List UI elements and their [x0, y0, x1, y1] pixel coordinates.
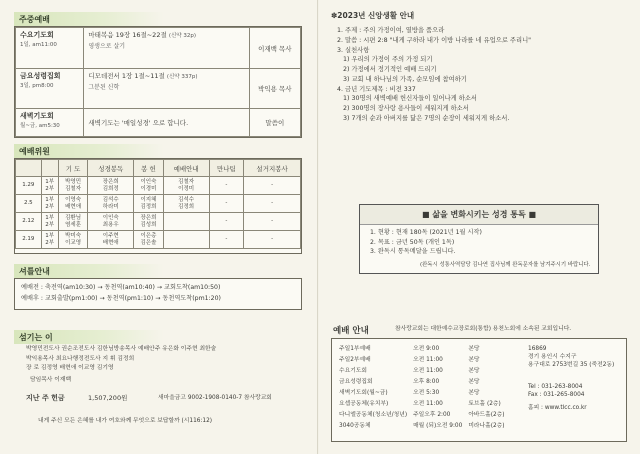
- worship-time: 1일, am11:00: [20, 42, 57, 48]
- service-info-title: 예배 안내: [333, 326, 369, 336]
- worship-time: 3일, pm8:00: [20, 83, 54, 90]
- right-page: [319, 0, 640, 454]
- members-line-2: 박익용목사 최요나행정전도사 지 휘 김정희: [26, 356, 135, 362]
- duty-cell-manna: -: [209, 231, 244, 249]
- shuttle-section-title: 셔틀안내: [14, 264, 164, 278]
- duty-cell-offer: 이인숙 이경미: [134, 177, 164, 195]
- worship-name: 금요성령집회: [20, 72, 61, 81]
- offering-label: 지난 주 헌금: [26, 394, 65, 402]
- worship-topic: 그분된 신학: [88, 84, 120, 92]
- duty-cell-pray: 박미숙 이교영: [58, 231, 88, 249]
- service-row: [336, 375, 508, 386]
- reading-box: [359, 204, 599, 274]
- reading-item: 1. 현황 : 현재 180독 (2021년 1월 시작): [370, 229, 482, 236]
- service-time: 오전 11:00: [413, 401, 443, 407]
- plan-item: 2) 가정에서 정기적인 예배 드리기: [337, 66, 437, 73]
- worship-preacher: 말씀이: [249, 108, 300, 136]
- worship-row: [16, 28, 301, 69]
- duty-cell-offer: 장은희 김성희: [134, 213, 164, 231]
- address-line-2: 용구대로 2753번길 35 (죽전2동): [528, 362, 615, 369]
- worship-row: [16, 108, 301, 136]
- duty-cell-date: 2.5: [16, 195, 42, 213]
- service-place: 본당: [468, 346, 480, 352]
- plan-item: 4. 금년 기도제목 : 비전 337: [337, 85, 416, 93]
- left-page: [0, 0, 318, 454]
- service-name: 요셉공동체(유치부): [339, 401, 389, 407]
- service-name: 주일1부예배: [339, 346, 371, 352]
- duty-cell-guide: 김석수 김정희: [163, 195, 209, 213]
- service-row: [336, 364, 508, 375]
- reading-list: [360, 225, 598, 260]
- plan-item: 3. 실천사항: [337, 46, 370, 54]
- service-row: [336, 342, 508, 353]
- service-time: 매월 (되)오전 9:00: [413, 423, 463, 429]
- worship-row: [16, 69, 301, 108]
- service-place: 본당: [468, 390, 480, 396]
- service-time: 오후 8:00: [413, 379, 440, 385]
- service-row: [336, 353, 508, 364]
- service-time: 오전 11:00: [413, 357, 443, 363]
- duty-cell-read: 이인숙 최용우: [88, 213, 134, 231]
- duty-cell-wash: -: [244, 195, 301, 213]
- shuttle-box: [14, 278, 302, 310]
- members-line-3: 장 로 김정영 배현애 이교영 김기영: [26, 365, 114, 371]
- plan-item: 1. 주제 : 주의 가정이여, 열방을 품으라: [337, 27, 445, 34]
- reading-note: (완독시 성통사역담당 김나연 집사님께 완독문자를 남겨주시기 바랍니다.: [420, 261, 591, 268]
- worship-section-title: 주중예배: [14, 12, 164, 26]
- members-section-title: 섬기는 이: [14, 330, 164, 344]
- duty-body: [16, 177, 301, 249]
- duty-cell-date: 2.12: [16, 213, 42, 231]
- duty-cell-manna: -: [209, 195, 244, 213]
- duty-cell-svc: 1부 2부: [41, 231, 58, 249]
- worship-sermon: 디모데전서 1장 1절~11절: [88, 72, 165, 81]
- plan-title: ✽2023년 신앙생활 안내: [331, 11, 415, 20]
- duty-cell-svc: 1부 2부: [41, 177, 58, 195]
- service-row: [336, 419, 508, 430]
- duty-row: [16, 231, 301, 249]
- service-name: 다니엘공동체(청소년/청년): [339, 412, 408, 418]
- duty-cell-read: 장은희 김희정: [88, 177, 134, 195]
- duty-cell-pray: 김환님 염세훈: [58, 213, 88, 231]
- plan-item: 3) 교회 내 하나님의 가족, 순모임에 참여하기: [337, 75, 467, 83]
- duty-header: 성경봉독: [88, 160, 134, 177]
- duty-row: [16, 177, 301, 195]
- duty-header: 설거지봉사: [244, 160, 301, 177]
- worship-preacher: 박익용 목사: [249, 69, 300, 108]
- service-place: 본당: [468, 379, 480, 385]
- service-name: 3040공동체: [339, 423, 371, 429]
- service-row: [336, 386, 508, 397]
- reading-title: ■ 삶을 변화시키는 성경 통독 ■: [360, 205, 598, 225]
- plan-item: 2) 300명의 장사랑 용사들이 세워지게 하소서: [337, 105, 469, 112]
- duty-cell-date: 2.19: [16, 231, 42, 249]
- worship-sermon: 새벽기도는 '매일성경' 으로 합니다.: [88, 118, 189, 127]
- duty-cell-offer: 이은총 김은솔: [134, 231, 164, 249]
- duty-cell-guide: [163, 231, 209, 249]
- plan-list: [337, 26, 531, 124]
- worship-page: (신약 337p): [166, 74, 198, 81]
- service-name: 새벽기도회(월~금): [339, 390, 388, 396]
- duty-cell-date: 1.29: [16, 177, 42, 195]
- members-line-1: 박영민전도사 권순조전도사 김한님방송목사 예배안주 유은화 이주현 최한술: [26, 346, 217, 352]
- duty-table: [15, 159, 301, 249]
- service-place: 아바드홀(2층): [468, 412, 505, 418]
- service-time: 주일오후 2:00: [413, 412, 451, 418]
- worship-name: 새벽기도회: [20, 111, 54, 120]
- worship-name: 수요기도회: [20, 31, 54, 39]
- duty-cell-wash: -: [244, 231, 301, 249]
- service-row: [336, 397, 508, 408]
- worship-sermon: 마태복음 19장 16절~22절: [88, 31, 167, 39]
- plan-item: 1) 우리의 가정이 주의 가정 되기: [337, 56, 433, 64]
- service-row: [336, 408, 508, 419]
- reading-item: 3. 완독시 통독메달을 드립니다.: [370, 248, 456, 256]
- duty-cell-read: 이주현 배현애: [88, 231, 134, 249]
- duty-cell-manna: -: [209, 213, 244, 231]
- service-info-subtitle: 참사랑교회는 대한예수교장로회(통합) 용천노회에 소속된 교회입니다.: [395, 326, 572, 332]
- bible-verse: 내게 주신 모든 은혜를 내가 여호와께 무엇으로 보답할까 (시116:12): [38, 418, 213, 424]
- duty-cell-wash: -: [244, 177, 301, 195]
- worship-table: [15, 27, 301, 137]
- duty-header: 봉 헌: [134, 160, 164, 177]
- address-line-1: 경기 용인시 수지구: [528, 354, 577, 361]
- website-link[interactable]: 홈피 : www.tlcc.co.kr: [528, 404, 587, 411]
- service-name: 수요기도회: [339, 368, 367, 374]
- offering-amount: 1,507,200원: [88, 394, 128, 402]
- duty-cell-read: 김석수 하라미: [88, 195, 134, 213]
- duty-cell-pray: 이영숙 배현애: [58, 195, 88, 213]
- worship-preacher: 이재백 목사: [249, 28, 300, 69]
- worship-topic: 영생으로 살기: [88, 43, 126, 50]
- plan-item: 2. 말씀 : 시편 2:8 "내게 구하라 내가 이방 나라를 네 유업으로 주리니": [337, 36, 532, 44]
- fax-number: Fax : 031-265-8004: [528, 392, 585, 399]
- duty-row: [16, 213, 301, 231]
- shuttle-after: 예배후 : 교회출발(pm1:00) → 동천역(pm1:10) → 동천역도착(pm1:20): [21, 294, 221, 302]
- service-time: 오전 5:30: [413, 390, 440, 396]
- duty-cell-guide: [163, 213, 209, 231]
- worship-box: [14, 26, 302, 138]
- plan-item: 3) 7개의 순과 아버지를 닮은 7명의 순장이 세워지게 하소서.: [337, 114, 510, 122]
- duty-cell-pray: 박영민 김철자: [58, 177, 88, 195]
- bank-account: 새마을금고 9002-1908-0140-7 참사랑교회: [158, 395, 272, 401]
- duty-cell-wash: -: [244, 213, 301, 231]
- duty-box: [14, 158, 302, 254]
- service-time: 오전 9:00: [413, 346, 440, 352]
- senior-pastor: 담임목사 이재백: [30, 377, 72, 383]
- service-place: 본당: [468, 357, 480, 363]
- duty-cell-offer: 이지혜 김정희: [134, 195, 164, 213]
- service-time: 오전 11:00: [413, 368, 443, 374]
- service-place: 미라나홀(2층): [468, 423, 505, 429]
- duty-cell-manna: -: [209, 177, 244, 195]
- worship-page: (신약 32p): [168, 33, 196, 39]
- duty-cell-guide: 김철자 이정미: [163, 177, 209, 195]
- service-place: 본당: [468, 368, 480, 374]
- worship-time: 월~금, am5:30: [20, 122, 60, 129]
- duty-cell-svc: 1부 2부: [41, 195, 58, 213]
- service-name: 금요성령집회: [339, 379, 373, 385]
- service-place: 토브홀 (2층): [468, 401, 501, 407]
- duty-row: [16, 195, 301, 213]
- duty-header-row: [16, 160, 301, 177]
- service-name: 주일2부예배: [339, 357, 371, 363]
- reading-item: 2. 목표 : 금년 50독 (개인 1독): [370, 238, 455, 246]
- duty-header: 기 도: [58, 160, 88, 177]
- service-info-box: [331, 338, 627, 442]
- duty-section-title: 예배위원: [14, 144, 164, 158]
- zip-code: 16869: [528, 346, 547, 352]
- service-info-table: [336, 342, 508, 430]
- duty-header: 예배안내: [163, 160, 209, 177]
- phone-number: Tel : 031-263-8004: [528, 384, 583, 391]
- church-contact: [528, 345, 614, 412]
- duty-header: 만나팀: [209, 160, 244, 177]
- duty-cell-svc: 1부 2부: [41, 213, 58, 231]
- plan-item: 1) 30명의 새벽예배 헌신자들이 일어나게 하소서: [337, 95, 477, 103]
- shuttle-before: 예배전 : 축전역(am10:30) → 동천역(am10:40) → 교회도착(am10:50): [21, 284, 221, 291]
